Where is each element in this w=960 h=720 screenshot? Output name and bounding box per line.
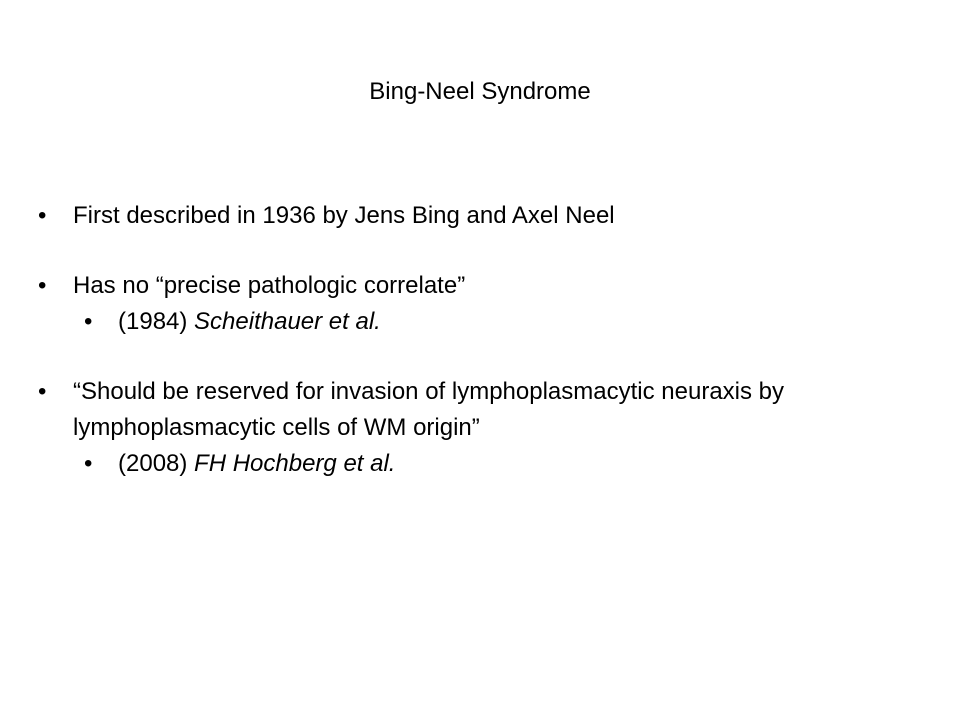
bullet-text: Has no “precise pathologic correlate” [73,272,466,299]
list-item [38,374,918,482]
sub-bullet-icon: • [84,308,93,335]
list-item [38,268,918,340]
sub-item [73,446,918,482]
bullet-text: “Should be reserved for invasion of lymphoplasmacytic neuraxis by lymphoplasmacytic cells of WM origin” [73,378,785,441]
list-item [38,198,918,234]
slide-title: Bing-Neel Syndrome [369,78,591,105]
bullet-text: First described in 1936 by Jens Bing and Axel Neel [73,202,615,229]
bullet-icon: • [38,378,47,405]
bullet-icon: • [38,202,47,229]
bullet-list [38,198,918,482]
sub-year: (2008) [118,450,188,477]
sub-citation: FH Hochberg et al. [194,450,396,477]
sub-item [73,304,918,340]
sub-bullet-icon: • [84,450,93,477]
sub-year: (1984) [118,308,188,335]
bullet-icon: • [38,272,47,299]
sub-citation: Scheithauer et al. [194,308,381,335]
